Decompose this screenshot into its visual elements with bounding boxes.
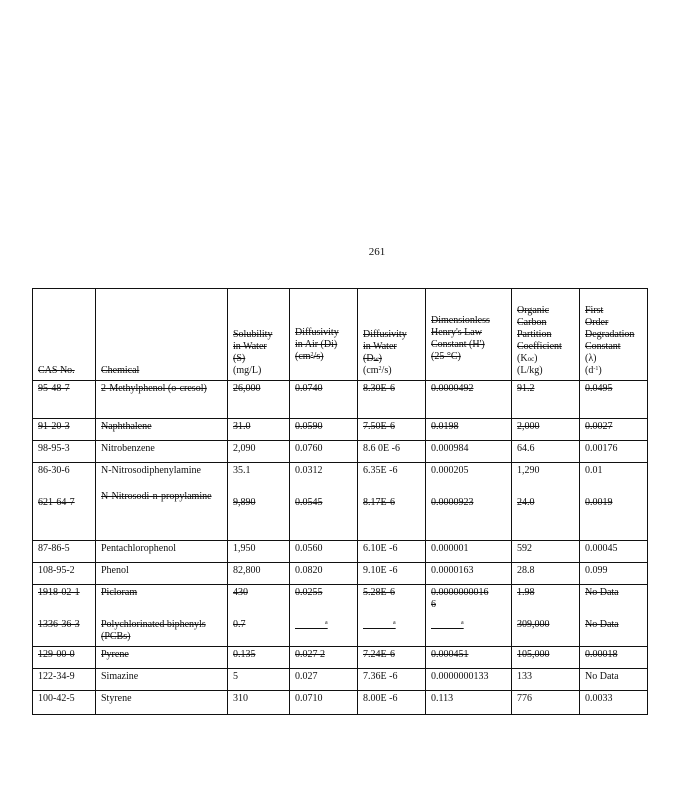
table-row	[33, 419, 648, 441]
diffusivity-water-cell: 8.6 0E -6	[358, 441, 426, 463]
cas-cell: 86-30-6 621-64-7	[33, 463, 96, 541]
table-row	[33, 669, 648, 691]
cas-cell: 108-95-2	[33, 563, 96, 585]
chemical-cell: Pyrene	[96, 647, 228, 669]
koc-cell: 133	[512, 669, 580, 691]
henry-cell: 0.000451	[426, 647, 512, 669]
header-diffusivity-air: Diffusivity in Air (Di) $(cm^2/s)$	[290, 289, 358, 381]
chemical-properties-table-container	[32, 288, 635, 714]
degradation-cell: 0.0033	[580, 691, 648, 715]
degradation-cell: 0.01 0.0019	[580, 463, 648, 541]
header-row	[33, 289, 648, 381]
cas-cell: 122-34-9	[33, 669, 96, 691]
table-row	[33, 563, 648, 585]
chemical-cell: Picloram Polychlorinated biphenyls (PCBs)	[96, 585, 228, 647]
solubility-cell: 2,090	[228, 441, 290, 463]
diffusivity-air-cell: 0.027 2	[290, 647, 358, 669]
koc-cell: 1,290 24.0	[512, 463, 580, 541]
solubility-cell: 310	[228, 691, 290, 715]
solubility-cell: 1,950	[228, 541, 290, 563]
page-number: 261	[368, 246, 386, 258]
diffusivity-water-cell: 6.35E -6 8.17E-6	[358, 463, 426, 541]
solubility-cell: 26,000	[228, 381, 290, 419]
henry-cell: 0.0000492	[426, 381, 512, 419]
header-solubility: Solubility in Water (S) (mg/L)	[228, 289, 290, 381]
diffusivity-water-cell: 7.24E-6	[358, 647, 426, 669]
table-row	[33, 381, 648, 419]
chemical-cell: Phenol	[96, 563, 228, 585]
diffusivity-water-cell: 7.50E-6	[358, 419, 426, 441]
solubility-cell: 31.0	[228, 419, 290, 441]
solubility-cell: 430 0.7	[228, 585, 290, 647]
header-koc: Organic Carbon Partition Coefficient (Koc) (L/kg)	[512, 289, 580, 381]
table-row	[33, 691, 648, 715]
koc-cell: 1.98 309,000	[512, 585, 580, 647]
degradation-cell: 0.099	[580, 563, 648, 585]
degradation-cell: 0.00176	[580, 441, 648, 463]
diffusivity-air-cell: 0.0590	[290, 419, 358, 441]
header-henrys-law: Dimensionless Henry's Law Constant (H') (25 °C)	[426, 289, 512, 381]
degradation-cell: 0.00018	[580, 647, 648, 669]
koc-cell: 105,000	[512, 647, 580, 669]
chemical-cell: Simazine	[96, 669, 228, 691]
table-row	[33, 463, 648, 541]
degradation-cell: 0.0027	[580, 419, 648, 441]
cas-cell: 100-42-5	[33, 691, 96, 715]
table-row	[33, 585, 648, 647]
koc-cell: 64.6	[512, 441, 580, 463]
henry-cell: 0.0000163	[426, 563, 512, 585]
diffusivity-water-cell: 6.10E -6	[358, 541, 426, 563]
diffusivity-air-cell: 0.0760	[290, 441, 358, 463]
solubility-cell: 5	[228, 669, 290, 691]
chemical-cell: Nitrobenzene	[96, 441, 228, 463]
solubility-cell: 0.135	[228, 647, 290, 669]
cas-cell: 129-00-0	[33, 647, 96, 669]
koc-cell: 2,000	[512, 419, 580, 441]
henry-cell: 0.000205 0.0000923	[426, 463, 512, 541]
cas-cell: 91-20-3	[33, 419, 96, 441]
header-diffusivity-water: Diffusivity in Water (Dw) $(cm^2/s)$	[358, 289, 426, 381]
diffusivity-air-cell: 0.0710	[290, 691, 358, 715]
chemical-cell: 2-Methylphenol (o-cresol)	[96, 381, 228, 419]
henry-cell: 0.000984	[426, 441, 512, 463]
header-chemical: Chemical	[96, 289, 228, 381]
degradation-cell: No Data	[580, 669, 648, 691]
diffusivity-water-cell: 5.28E-6 $^a$	[358, 585, 426, 647]
diffusivity-air-cell: 0.0740	[290, 381, 358, 419]
table-row	[33, 647, 648, 669]
degradation-cell: 0.0495	[580, 381, 648, 419]
koc-cell: 91.2	[512, 381, 580, 419]
diffusivity-air-cell: 0.0255 $^a$	[290, 585, 358, 647]
diffusivity-water-cell: 8.00E -6	[358, 691, 426, 715]
chemical-cell: Naphthalene	[96, 419, 228, 441]
henry-cell: 0.0198	[426, 419, 512, 441]
cas-cell: 95-48-7	[33, 381, 96, 419]
henry-cell: 0.0000000133	[426, 669, 512, 691]
henry-cell: 0.000001	[426, 541, 512, 563]
table-row	[33, 541, 648, 563]
cas-cell: 1918-02-1 1336-36-3	[33, 585, 96, 647]
henry-cell: 0.0000000016 6 $^a$	[426, 585, 512, 647]
diffusivity-air-cell: 0.027	[290, 669, 358, 691]
degradation-cell: 0.00045	[580, 541, 648, 563]
header-degradation: First Order Degradation Constant (λ) $(d^{-1})$	[580, 289, 648, 381]
henry-cell: 0.113	[426, 691, 512, 715]
diffusivity-air-cell: 0.0820	[290, 563, 358, 585]
diffusivity-water-cell: 9.10E -6	[358, 563, 426, 585]
chemical-cell: Styrene	[96, 691, 228, 715]
diffusivity-air-cell: 0.0312 0.0545	[290, 463, 358, 541]
diffusivity-water-cell: 8.30E-6	[358, 381, 426, 419]
table-row	[33, 441, 648, 463]
solubility-cell: 35.1 9,890	[228, 463, 290, 541]
degradation-cell: No Data No Data	[580, 585, 648, 647]
koc-cell: 776	[512, 691, 580, 715]
cas-cell: 98-95-3	[33, 441, 96, 463]
cas-cell: 87-86-5	[33, 541, 96, 563]
koc-cell: 28.8	[512, 563, 580, 585]
chemical-properties-table	[32, 288, 648, 715]
diffusivity-water-cell: 7.36E -6	[358, 669, 426, 691]
chemical-cell: N-Nitrosodiphenylamine N-Nitrosodi-n-propylamine	[96, 463, 228, 541]
solubility-cell: 82,800	[228, 563, 290, 585]
diffusivity-air-cell: 0.0560	[290, 541, 358, 563]
koc-cell: 592	[512, 541, 580, 563]
header-cas: CAS No.	[33, 289, 96, 381]
chemical-cell: Pentachlorophenol	[96, 541, 228, 563]
